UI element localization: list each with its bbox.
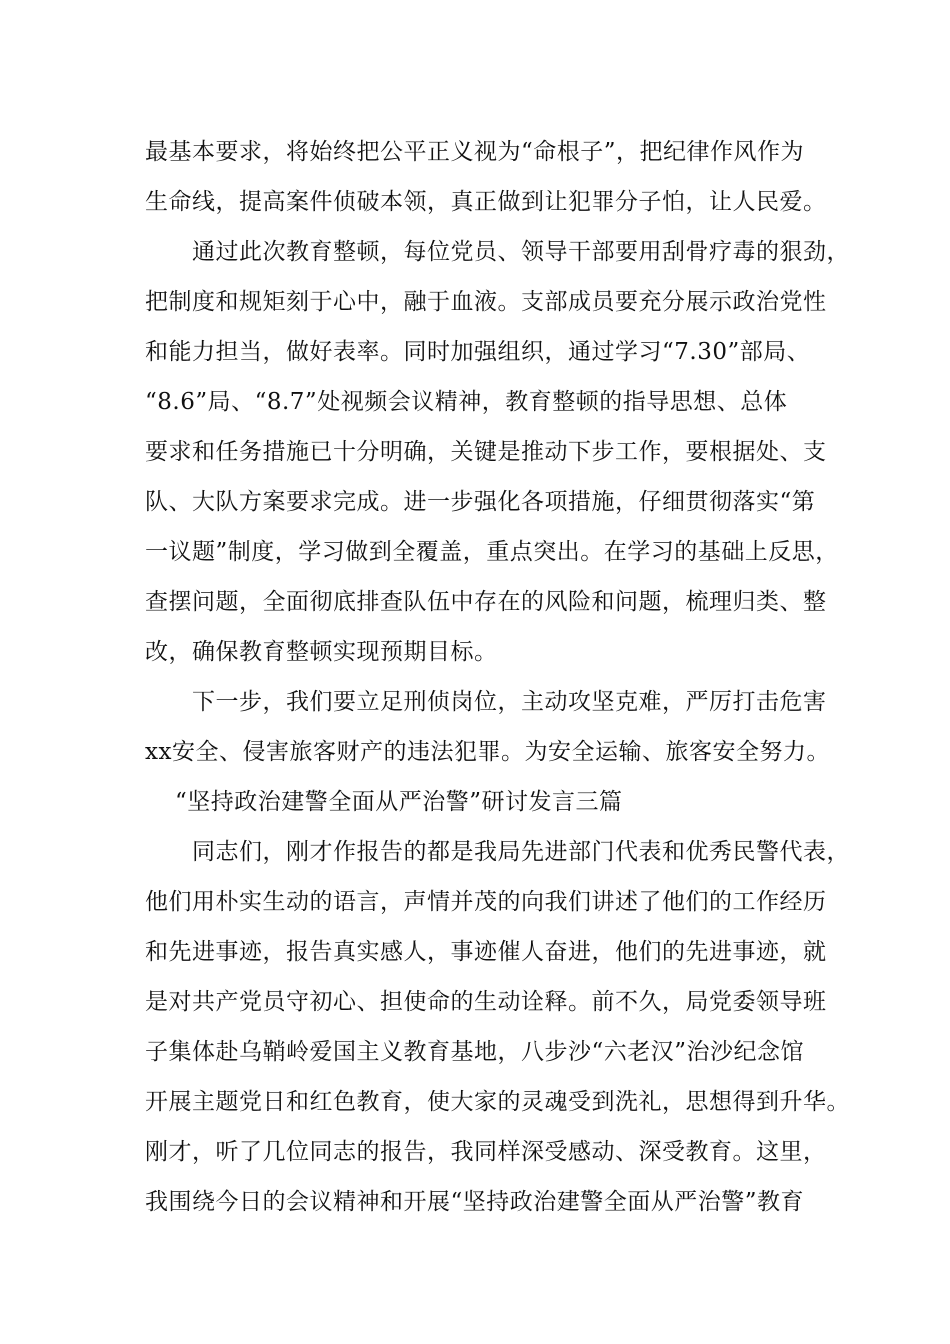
text-line: 我围绕今日的会议精神和开展“坚持政治建警全面从严治警”教育 xyxy=(145,1189,805,1215)
text-line: 和先进事迹，报告真实感人，事迹催人奋进，他们的先进事迹，就 xyxy=(145,939,827,965)
text-line: 队、大队方案要求完成。进一步强化各项措施，仔细贯彻落实“第 xyxy=(145,489,816,515)
text-line: 下一步，我们要立足刑侦岗位，主动攻坚克难，严厉打击危害 xyxy=(192,689,827,715)
text-line: 开展主题党日和红色教育，使大家的灵魂受到洗礼，思想得到升华。 xyxy=(145,1089,850,1115)
text-line: 他们用朴实生动的语言，声情并茂的向我们讲述了他们的工作经历 xyxy=(145,889,827,915)
text-line: 一议题”制度，学习做到全覆盖，重点突出。在学习的基础上反思， xyxy=(145,539,839,565)
text-line: xx安全、侵害旅客财产的违法犯罪。为安全运输、旅客安全努力。 xyxy=(145,739,830,765)
text-line: 和能力担当，做好表率。同时加强组织，通过学习“7.30”部局、 xyxy=(145,339,811,365)
text-line: 改，确保教育整顿实现预期目标。 xyxy=(145,639,498,665)
text-line: 刚才，听了几位同志的报告，我同样深受感动、深受教育。这里， xyxy=(145,1139,827,1165)
section-heading: “坚持政治建警全面从严治警”研讨发言三篇 xyxy=(175,789,623,815)
text-line: 生命线，提高案件侦破本领，真正做到让犯罪分子怕，让人民爱。 xyxy=(145,189,827,215)
text-line: 最基本要求，将始终把公平正义视为“命根子”，把纪律作风作为 xyxy=(145,139,805,165)
text-line: 子集体赴乌鞘岭爱国主义教育基地，八步沙“六老汉”治沙纪念馆 xyxy=(145,1039,805,1065)
text-line: 要求和任务措施已十分明确，关键是推动下步工作，要根据处、支 xyxy=(145,439,827,465)
text-line: 同志们，刚才作报告的都是我局先进部门代表和优秀民警代表， xyxy=(192,839,850,865)
text-line: “8.6”局、“8.7”处视频会议精神，教育整顿的指导思想、总体 xyxy=(145,389,788,415)
text-line: 通过此次教育整顿，每位党员、领导干部要用刮骨疗毒的狠劲， xyxy=(192,239,850,265)
text-line: 是对共产党员守初心、担使命的生动诠释。前不久，局党委领导班 xyxy=(145,989,827,1015)
text-line: 把制度和规矩刻于心中，融于血液。支部成员要充分展示政治党性 xyxy=(145,289,827,315)
text-line: 查摆问题，全面彻底排查队伍中存在的风险和问题，梳理归类、整 xyxy=(145,589,827,615)
